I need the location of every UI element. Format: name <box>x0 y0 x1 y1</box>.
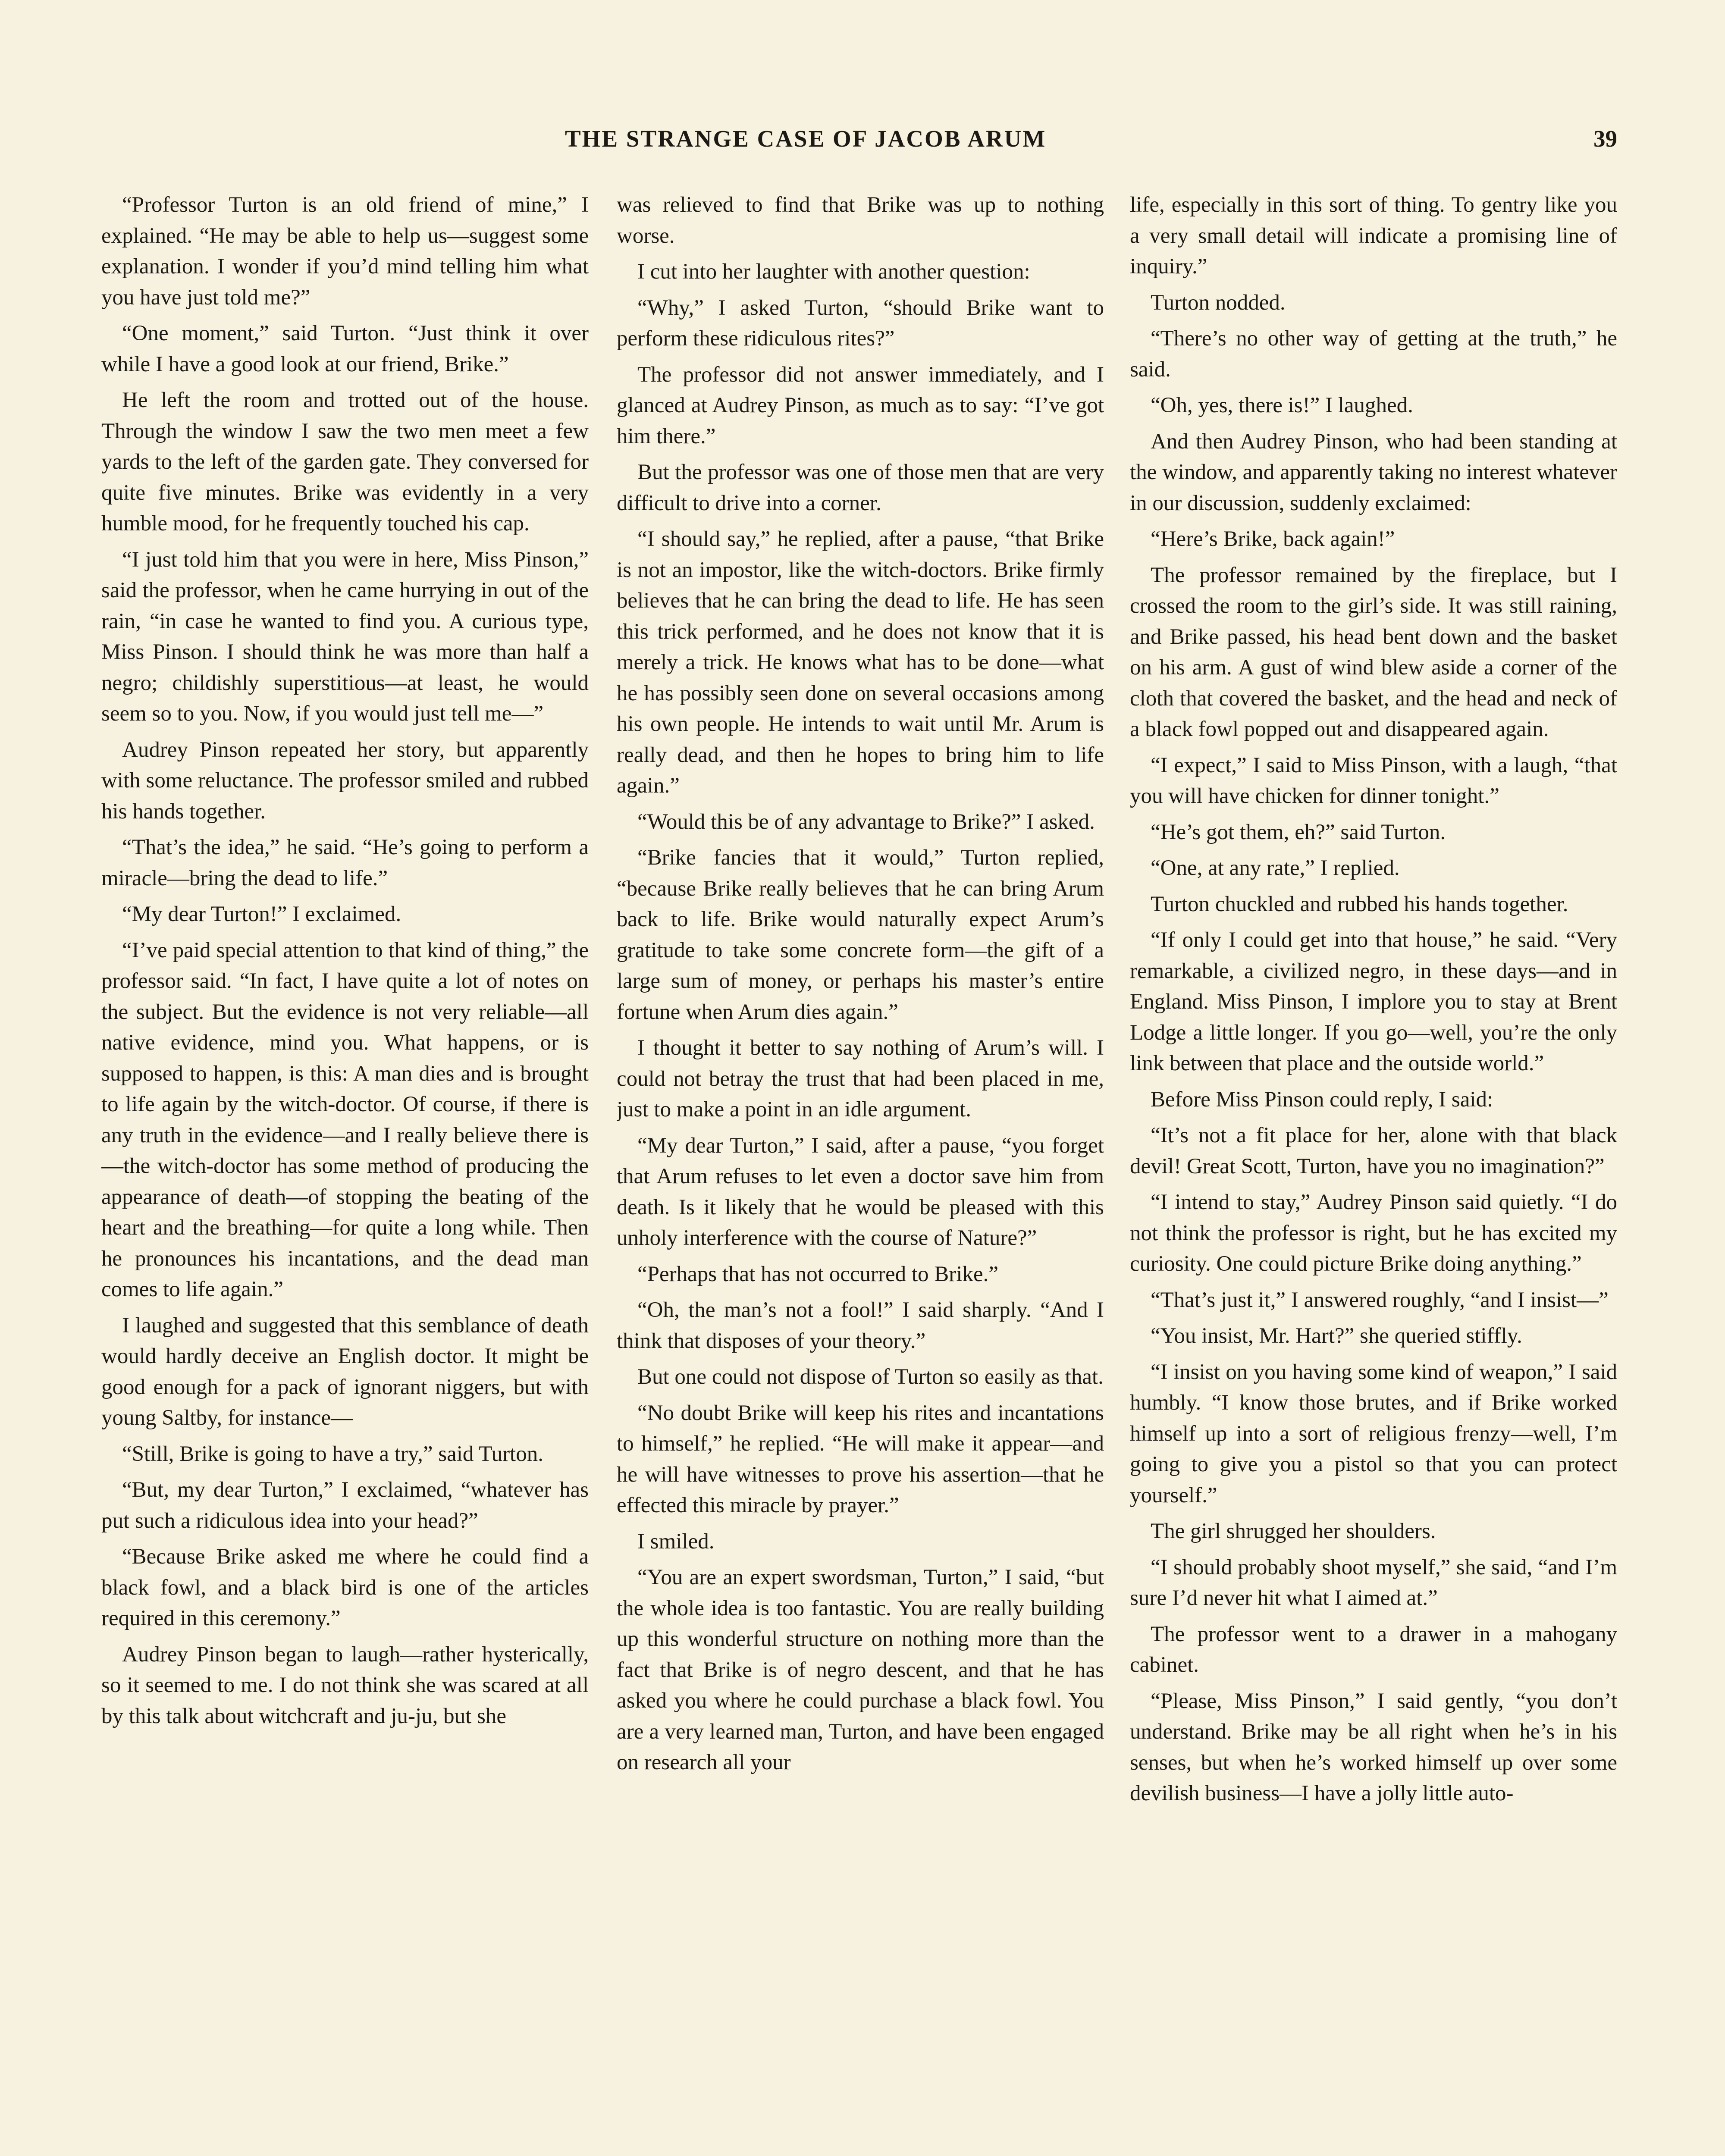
paragraph: Turton nodded. <box>1151 290 1286 315</box>
paragraph: “Perhaps that has not occurred to Brike.” <box>637 1262 998 1286</box>
paragraph: “I expect,” I said to Miss Pinson, with a laugh, “that you will have chicken for dinner tonight.” <box>1130 753 1617 808</box>
paragraph: life, especially in this sort of thing. To gentry like you a very small detail will indicate a promising line of inquiry.” <box>1130 193 1617 279</box>
paragraph: “My dear Turton!” I exclaimed. <box>122 902 401 926</box>
paragraph: “I should say,” he replied, after a pause, “that Brike is not an impostor, like the witch-doctors. Brike firmly believes that he can bring the dead to life. He has seen this trick performed, and he does not know that it is merely a trick. He knows what has to be done—what he has possibly seen done on several occasions among his own people. He intends to wait until Mr. Arum is really dead, and then he hopes to bring him to life again.” <box>617 527 1104 798</box>
text-column-1 <box>101 190 589 2156</box>
paragraph: “One moment,” said Turton. “Just think it over while I have a good look at our friend, Brike.” <box>101 321 589 376</box>
paragraph: “Would this be of any advantage to Brike?” I asked. <box>637 809 1095 834</box>
paragraph: “My dear Turton,” I said, after a pause, “you forget that Arum refuses to let even a doctor save him from death. Is it likely that he would be pleased with this unholy interference with the course of Nature?” <box>617 1133 1104 1250</box>
paragraph: “One, at any rate,” I replied. <box>1151 856 1400 880</box>
page-number: 39 <box>1593 125 1617 152</box>
paragraph: But one could not dispose of Turton so easily as that. <box>637 1365 1104 1389</box>
running-title: THE STRANGE CASE OF JACOB ARUM <box>565 125 1047 152</box>
paragraph: “You insist, Mr. Hart?” she queried stiffly. <box>1151 1324 1522 1348</box>
paragraph: Audrey Pinson began to laugh—rather hysterically, so it seemed to me. I do not think she was scared at all by this talk about witchcraft and ju-ju, but she <box>101 1642 589 1728</box>
paragraph: “I’ve paid special attention to that kind of thing,” the professor said. “In fact, I have quite a lot of notes on the subject. But the evidence is not very reliable—all native evidence, mind you. What happens, or is supposed to happen, is this: A man dies and is brought to life again by the witch-doctor. Of course, if there is any truth in the evidence—and I really believe there is—the witch-doctor has some method of producing the appearance of death—of stopping the beating of the heart and the breathing—for quite a long while. Then he pronounces his incantations, and the dead man comes to life again.” <box>101 938 589 1301</box>
paragraph: I laughed and suggested that this semblance of death would hardly deceive an English doctor. It might be good enough for a pack of ignorant niggers, but with young Saltby, for instance— <box>101 1313 589 1430</box>
paragraph: The professor remained by the fireplace, but I crossed the room to the girl’s side. It was still raining, and Brike passed, his head bent down and the basket on his arm. A gust of wind blew aside a corner of the cloth that covered the basket, and the head and neck of a black fowl popped out and disappeared again. <box>1130 563 1617 741</box>
paragraph: “I intend to stay,” Audrey Pinson said quietly. “I do not think the professor is right, but he has excited my curiosity. One could picture Brike doing anything.” <box>1130 1190 1617 1276</box>
paragraph: “I insist on you having some kind of weapon,” I said humbly. “I know those brutes, and if Brike worked himself up into a sort of religious frenzy—well, I’m going to give you a pistol so that you can protect yourself.” <box>1130 1360 1617 1507</box>
paragraph: I smiled. <box>637 1529 715 1554</box>
paragraph: “No doubt Brike will keep his rites and incantations to himself,” he replied. “He will make it appear—and he will have witnesses to prove his assertion—that he effected this miracle by prayer.” <box>617 1401 1104 1517</box>
paragraph: “That’s the idea,” he said. “He’s going to perform a miracle—bring the dead to life.” <box>101 835 589 890</box>
paragraph: “It’s not a fit place for her, alone with that black devil! Great Scott, Turton, have you no imagination?” <box>1130 1123 1617 1178</box>
paragraph: “I just told him that you were in here, Miss Pinson,” said the professor, when he came hurrying in out of the rain, “in case he wanted to find you. A curious type, Miss Pinson. I should think he was more than half a negro; childishly superstitious—at least, he would seem so to you. Now, if you would just tell me—” <box>101 547 589 726</box>
paragraph: The girl shrugged her shoulders. <box>1151 1519 1436 1543</box>
paragraph: “But, my dear Turton,” I exclaimed, “whatever has put such a ridiculous idea into your head?” <box>101 1478 589 1533</box>
paragraph: Before Miss Pinson could reply, I said: <box>1151 1087 1493 1112</box>
paragraph: “Oh, the man’s not a fool!” I said sharply. “And I think that disposes of your theory.” <box>617 1298 1104 1353</box>
paragraph: I cut into her laughter with another question: <box>637 260 1030 284</box>
paragraph: “Here’s Brike, back again!” <box>1151 527 1395 551</box>
paragraph: I thought it better to say nothing of Arum’s will. I could not betray the trust that had been placed in me, just to make a point in an idle argument. <box>617 1036 1104 1122</box>
paragraph: “Professor Turton is an old friend of mine,” I explained. “He may be able to help us—suggest some explanation. I wonder if you’d mind telling him what you have just told me?” <box>101 193 589 310</box>
paragraph: “Brike fancies that it would,” Turton replied, “because Brike really believes that he can bring Arum back to life. Brike would naturally expect Arum’s gratitude to take some concrete form—the gift of a large sum of money, or perhaps his master’s entire fortune when Arum dies again.” <box>617 846 1104 1024</box>
paragraph: was relieved to find that Brike was up to nothing worse. <box>617 193 1104 248</box>
paragraph: “Why,” I asked Turton, “should Brike want to perform these ridiculous rites?” <box>617 295 1104 351</box>
paragraph: “Still, Brike is going to have a try,” said Turton. <box>122 1442 543 1466</box>
paragraph: The professor went to a drawer in a mahogany cabinet. <box>1130 1622 1617 1677</box>
paragraph: “Because Brike asked me where he could find a black fowl, and a black bird is one of the articles required in this ceremony.” <box>101 1545 589 1630</box>
paragraph: “If only I could get into that house,” he said. “Very remarkable, a civilized negro, in these days—and in England. Miss Pinson, I implore you to stay at Brent Lodge a little longer. If you go—well, you’re the only link between that place and the outside world.” <box>1130 928 1617 1075</box>
paragraph: “I should probably shoot myself,” she said, “and I’m sure I’d never hit what I aimed at.” <box>1130 1555 1617 1610</box>
text-column-3 <box>1130 190 1617 2156</box>
paragraph: And then Audrey Pinson, who had been standing at the window, and apparently taking no interest whatever in our discussion, suddenly exclaimed: <box>1130 429 1617 515</box>
paragraph: The professor did not answer immediately, and I glanced at Audrey Pinson, as much as to say: “I’ve got him there.” <box>617 362 1104 448</box>
paragraph: “Please, Miss Pinson,” I said gently, “you don’t understand. Brike may be all right when he’s in his senses, but when he’s worked himself up over some devilish business—I have a jolly little auto- <box>1130 1689 1617 1805</box>
paragraph: Audrey Pinson repeated her story, but apparently with some reluctance. The professor smiled and rubbed his hands together. <box>101 737 589 824</box>
paragraph: “There’s no other way of getting at the truth,” he said. <box>1130 326 1617 382</box>
page-header <box>539 125 1617 168</box>
paragraph: “That’s just it,” I answered roughly, “and I insist—” <box>1151 1288 1609 1312</box>
paragraph: But the professor was one of those men that are very difficult to drive into a corner. <box>617 460 1104 515</box>
paragraph: “Oh, yes, there is!” I laughed. <box>1151 393 1413 417</box>
paragraph: “You are an expert swordsman, Turton,” I said, “but the whole idea is too fantastic. You are really building up this wonderful structure on nothing more than the fact that Brike is of negro descent, and that he has asked you where he could purchase a black fowl. You are a very learned man, Turton, and have been engaged on research all your <box>617 1565 1104 1774</box>
paragraph: He left the room and trotted out of the house. Through the window I saw the two men meet a few yards to the left of the garden gate. They conversed for quite five minutes. Brike was evidently in a very humble mood, for he frequently touched his cap. <box>101 388 589 536</box>
text-column-2 <box>617 190 1104 2156</box>
paragraph: “He’s got them, eh?” said Turton. <box>1151 820 1446 844</box>
paragraph: Turton chuckled and rubbed his hands together. <box>1151 892 1568 916</box>
